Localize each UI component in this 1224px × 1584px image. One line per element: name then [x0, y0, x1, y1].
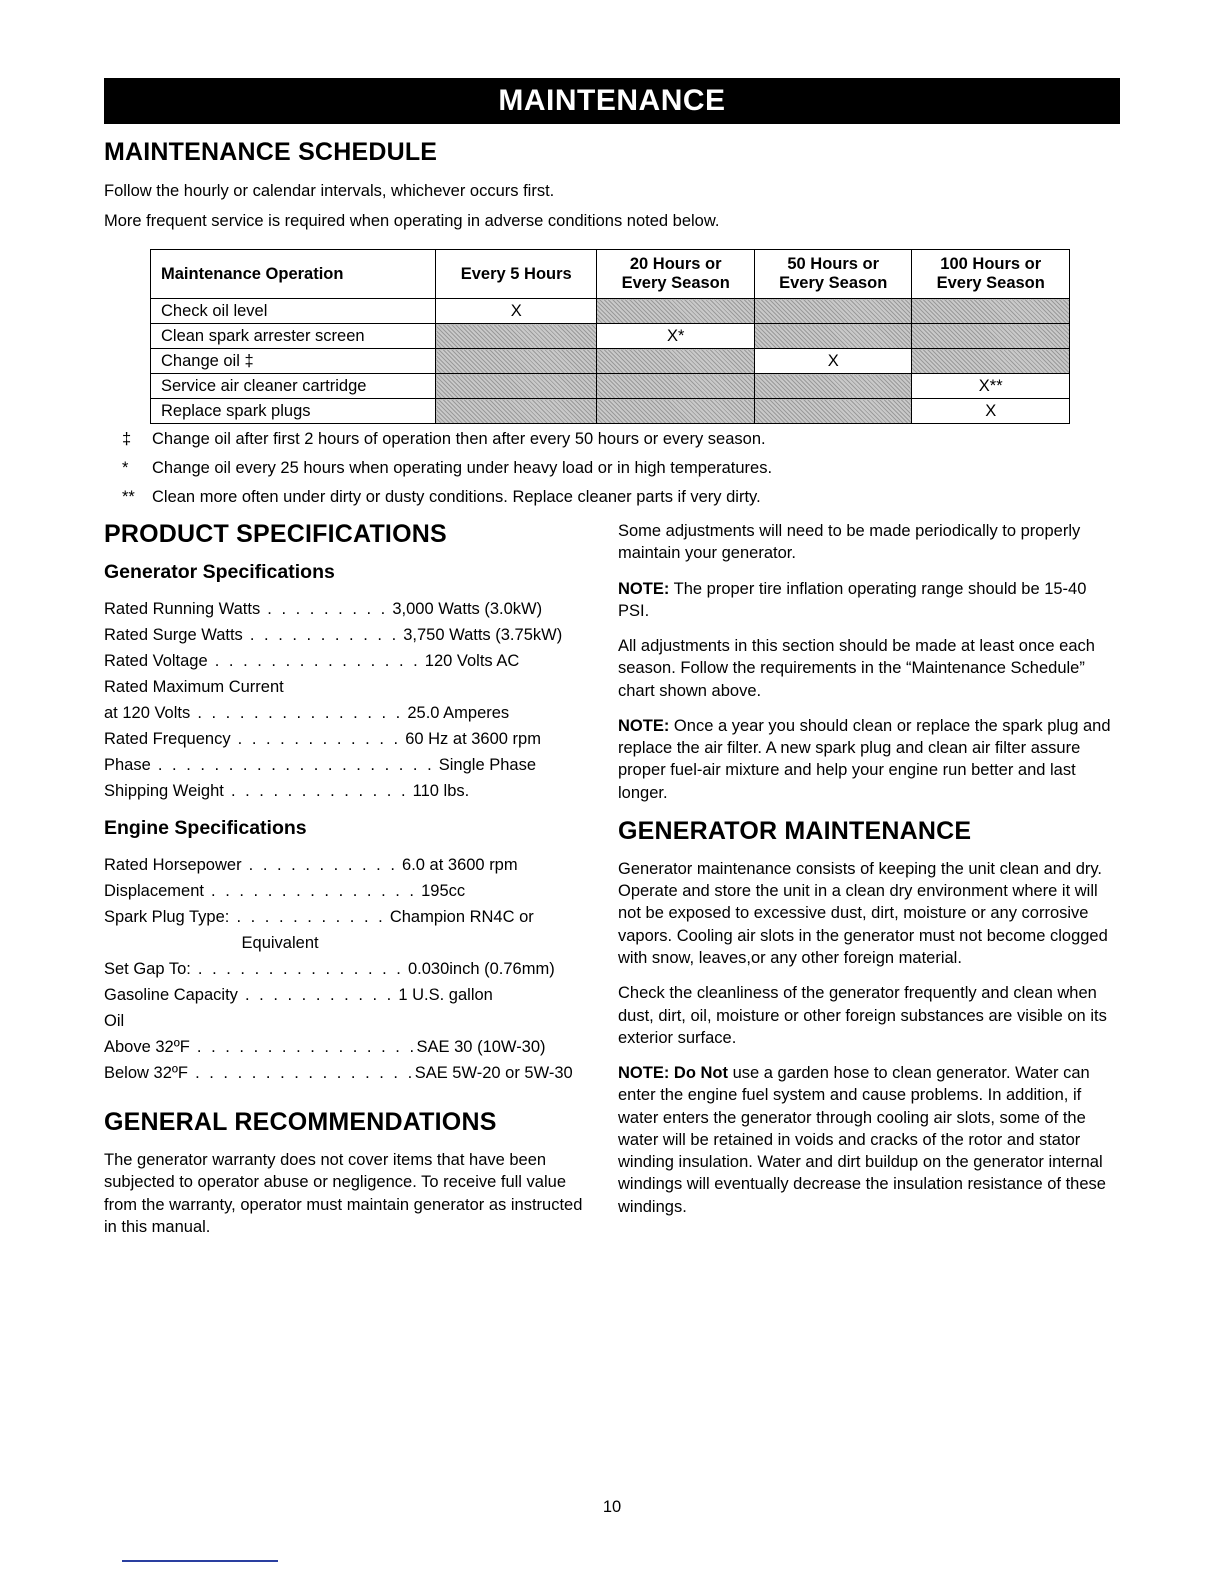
- spec-value: 3,000 Watts (3.0kW): [392, 600, 543, 618]
- row-cell-every-5-hours: X: [436, 299, 597, 324]
- row-operation: Change oil ‡: [151, 349, 436, 374]
- general-recommendations-heading: GENERAL RECOMMENDATIONS: [104, 1108, 497, 1137]
- spec-label: Rated Frequency: [104, 730, 231, 749]
- spec-dots: . . . . . . . . . . . . . . . .: [189, 1037, 417, 1056]
- spec-item: [104, 1060, 598, 1086]
- spec-value: SAE 5W-20 or 5W-30: [414, 1064, 573, 1082]
- section-banner: [104, 78, 1120, 124]
- spec-item: [104, 956, 598, 982]
- spec-label: Phase: [104, 756, 151, 775]
- table-header-row: [151, 250, 1070, 299]
- spec-value: 1 U.S. gallon: [398, 985, 493, 1004]
- spec-label: at 120 Volts: [104, 704, 191, 723]
- spec-value: 110 lbs.: [412, 782, 470, 801]
- footnote-text: Change oil after first 2 hours of operation then after every 50 hours or every season.: [152, 430, 766, 448]
- spec-value: 195cc: [421, 881, 466, 900]
- note-yearly-service: [618, 715, 1120, 804]
- product-specifications-heading: PRODUCT SPECIFICATIONS: [104, 520, 447, 548]
- spec-dots: . . . . . . . . . . . . . . .: [207, 652, 421, 671]
- spec-item: [104, 904, 598, 930]
- column-header-50-hours-line1: 50 Hours or: [787, 255, 880, 274]
- row-operation: Service air cleaner cartridge: [151, 374, 436, 399]
- note-tire-inflation: [618, 578, 1120, 623]
- row-cell-50-hours: [754, 324, 912, 349]
- note-text: use a garden hose to clean generator. Water can enter the engine fuel system and cause problems. In addition, if water enters the generator through cooling air slots, some of the water will be retained in voids and cracks of the rotor and stator winding insulation. Water and dirt buildup on the generator internal windings will eventually decrease the insulation resistance of these windings.: [618, 1064, 1106, 1216]
- column-header-operation-line1: Maintenance Operation: [161, 264, 344, 283]
- spec-dots: . . . . . . . . . . . . . . .: [190, 704, 403, 723]
- column-header-operation: [151, 250, 436, 299]
- column-header-100-hours: [912, 250, 1070, 299]
- spec-value: 6.0 at 3600 rpm: [402, 855, 518, 874]
- table-row: [151, 299, 1070, 324]
- footnote-item: [122, 454, 1082, 483]
- spec-label: Displacement: [104, 881, 204, 900]
- row-cell-20-hours: [597, 349, 755, 374]
- spec-dots: . . . . . . . . . . . . . . .: [190, 959, 404, 978]
- spec-value: 0.030inch (0.76mm): [407, 959, 555, 978]
- spec-dots: . . . . . . . . .: [260, 600, 388, 618]
- spec-item: [104, 778, 598, 804]
- spec-dots: . . . . . . . . . . . . . . .: [203, 881, 417, 900]
- spec-item: [104, 596, 598, 622]
- column-header-every-5-hours-line1: Every 5 Hours: [460, 264, 572, 283]
- row-cell-50-hours: X: [754, 349, 912, 374]
- spec-item: [104, 648, 598, 674]
- spec-value: 60 Hz at 3600 rpm: [405, 730, 541, 749]
- row-operation: Clean spark arrester screen: [151, 324, 436, 349]
- table-row: [151, 374, 1070, 399]
- spec-item: [104, 726, 598, 752]
- spec-dots: . . . . . . . . . . . . . . . . . . . .: [150, 756, 435, 775]
- table-row: [151, 349, 1070, 374]
- spec-item: [104, 1034, 598, 1060]
- note-do-not-hose: [618, 1062, 1120, 1218]
- spec-dots: . . . . . . . . . . .: [229, 907, 386, 926]
- schedule-intro-line-2: More frequent service is required when operating in adverse conditions noted below.: [104, 212, 720, 230]
- row-cell-20-hours: [597, 299, 755, 324]
- spec-dots: . . . . . . . . . . .: [242, 626, 399, 645]
- adjustments-paragraph: Some adjustments will need to be made periodically to properly maintain your generator.: [618, 522, 1081, 563]
- spec-dots: . . . . . . . . . . . . .: [223, 782, 409, 801]
- spec-label: Shipping Weight: [104, 782, 224, 801]
- generator-maintenance-heading: GENERATOR MAINTENANCE: [618, 816, 972, 845]
- spec-label: Rated Running Watts: [104, 600, 261, 618]
- maintenance-schedule-table: [150, 249, 1070, 424]
- column-header-50-hours-line2: Every Season: [779, 274, 888, 292]
- row-cell-50-hours: [754, 374, 912, 399]
- spec-item: [104, 700, 598, 726]
- row-cell-100-hours: [912, 324, 1070, 349]
- row-cell-100-hours: X: [912, 399, 1070, 424]
- spec-value: 3,750 Watts (3.75kW): [403, 626, 563, 645]
- right-column: [618, 520, 1120, 1231]
- generator-specifications-list: [104, 596, 598, 805]
- left-column: [104, 520, 598, 1251]
- row-cell-50-hours: [754, 299, 912, 324]
- column-header-every-5-hours: [436, 250, 597, 299]
- spec-label: Gasoline Capacity: [104, 985, 238, 1004]
- engine-specifications-heading: Engine Specifications: [104, 816, 307, 839]
- generator-maintenance-paragraph-1: Generator maintenance consists of keeping the unit clean and dry. Operate and store the unit in a clean dry environment where it will not be exposed to excessive dust, dirt, moisture or any corrosive vapors. Cooling air slots in the generator must not become clogged with snow, leaves,or any other foreign material.: [618, 859, 1108, 967]
- spec-value: Equivalent: [241, 933, 319, 952]
- row-cell-50-hours: [754, 399, 912, 424]
- row-cell-20-hours: X*: [597, 324, 755, 349]
- row-cell-100-hours: X**: [912, 374, 1070, 399]
- spec-value: 25.0 Amperes: [407, 704, 510, 723]
- spec-label: Rated Voltage: [104, 652, 208, 671]
- footnote-item: [122, 483, 1082, 512]
- generator-maintenance-paragraph-2: Check the cleanliness of the generator frequently and clean when dust, dirt, oil, moisture or other foreign substances are visible on its exterior surface.: [618, 984, 1107, 1047]
- spec-item: [104, 752, 598, 778]
- maintenance-schedule-heading: MAINTENANCE SCHEDULE: [104, 138, 438, 166]
- spec-item: [104, 852, 598, 878]
- spec-label: Spark Plug Type:: [104, 907, 230, 926]
- schedule-footnotes: [122, 425, 1082, 512]
- spec-item: [104, 878, 598, 904]
- spec-item-continuation: [104, 930, 598, 956]
- engine-specifications-list: [104, 852, 598, 1087]
- column-header-100-hours-line1: 100 Hours or: [940, 255, 1042, 274]
- column-header-20-hours: [597, 250, 755, 299]
- spec-dots: . . . . . . . . . . . . . . . .: [187, 1064, 415, 1082]
- spec-item: [104, 622, 598, 648]
- note-text: The proper tire inflation operating range should be 15-40 PSI.: [618, 579, 1087, 620]
- banner-title: MAINTENANCE: [498, 84, 726, 117]
- column-header-20-hours-line2: Every Season: [621, 274, 730, 292]
- row-cell-100-hours: [912, 349, 1070, 374]
- spec-label: Rated Horsepower: [104, 855, 242, 874]
- spec-item: [104, 1008, 598, 1034]
- footnote-mark: ‡: [122, 430, 132, 448]
- row-cell-20-hours: [597, 399, 755, 424]
- schedule-intro-line-1: Follow the hourly or calendar intervals, whichever occurs first.: [104, 182, 555, 200]
- row-cell-100-hours: [912, 299, 1070, 324]
- spec-label: Rated Maximum Current: [104, 678, 284, 697]
- general-recommendations-paragraph: The generator warranty does not cover items that have been subjected to operator abuse or negligence. To receive full value from the warranty, operator must maintain generator as instructed in this manual.: [104, 1151, 583, 1236]
- spec-value: SAE 30 (10W-30): [416, 1037, 546, 1056]
- row-operation: Check oil level: [151, 299, 436, 324]
- spec-dots: . . . . . . . . . . .: [241, 855, 398, 874]
- spec-item: [104, 674, 598, 700]
- spec-value: 120 Volts AC: [424, 652, 520, 671]
- spec-label: Below 32ºF: [104, 1064, 188, 1082]
- footnote-mark: **: [122, 487, 135, 506]
- column-header-50-hours: [754, 250, 912, 299]
- spec-label: Above 32ºF: [104, 1037, 190, 1056]
- row-operation: Replace spark plugs: [151, 399, 436, 424]
- spec-label: Oil: [104, 1011, 125, 1030]
- footnote-text: Clean more often under dirty or dusty conditions. Replace cleaner parts if very dirty.: [152, 487, 761, 506]
- row-cell-every-5-hours: [436, 349, 597, 374]
- generator-specifications-heading: Generator Specifications: [104, 561, 335, 583]
- note-label: NOTE:: [618, 716, 670, 735]
- spec-item: [104, 982, 598, 1008]
- spec-label: Rated Surge Watts: [104, 626, 243, 645]
- row-cell-every-5-hours: [436, 399, 597, 424]
- table-row: [151, 324, 1070, 349]
- footnote-text: Change oil every 25 hours when operating under heavy load or in high temperatures.: [152, 458, 773, 477]
- note-text: Once a year you should clean or replace the spark plug and replace the air filter. A new spark plug and clean air filter assure proper fuel-air mixture and help your engine run better and last longer.: [618, 716, 1111, 802]
- spec-dots: . . . . . . . . . . . .: [230, 730, 401, 749]
- page-number: 10: [602, 1498, 622, 1516]
- row-cell-every-5-hours: [436, 374, 597, 399]
- table-row: [151, 399, 1070, 424]
- row-cell-every-5-hours: [436, 324, 597, 349]
- column-header-100-hours-line2: Every Season: [936, 274, 1045, 292]
- note-label: NOTE: Do Not: [618, 1064, 728, 1083]
- adjustments-season-paragraph: All adjustments in this section should be made at least once each season. Follow the requirements in the “Maintenance Schedule” chart shown above.: [618, 637, 1095, 700]
- footnote-item: [122, 425, 1082, 454]
- bottom-rule: [122, 1560, 278, 1562]
- note-label: NOTE:: [618, 579, 670, 598]
- spec-label: Set Gap To:: [104, 959, 191, 978]
- spec-dots: . . . . . . . . . . .: [237, 985, 394, 1004]
- spec-value: Single Phase: [438, 756, 537, 775]
- footnote-mark: *: [122, 458, 129, 477]
- column-header-20-hours-line1: 20 Hours or: [629, 255, 722, 274]
- row-cell-20-hours: [597, 374, 755, 399]
- spec-value: Champion RN4C or: [389, 907, 534, 926]
